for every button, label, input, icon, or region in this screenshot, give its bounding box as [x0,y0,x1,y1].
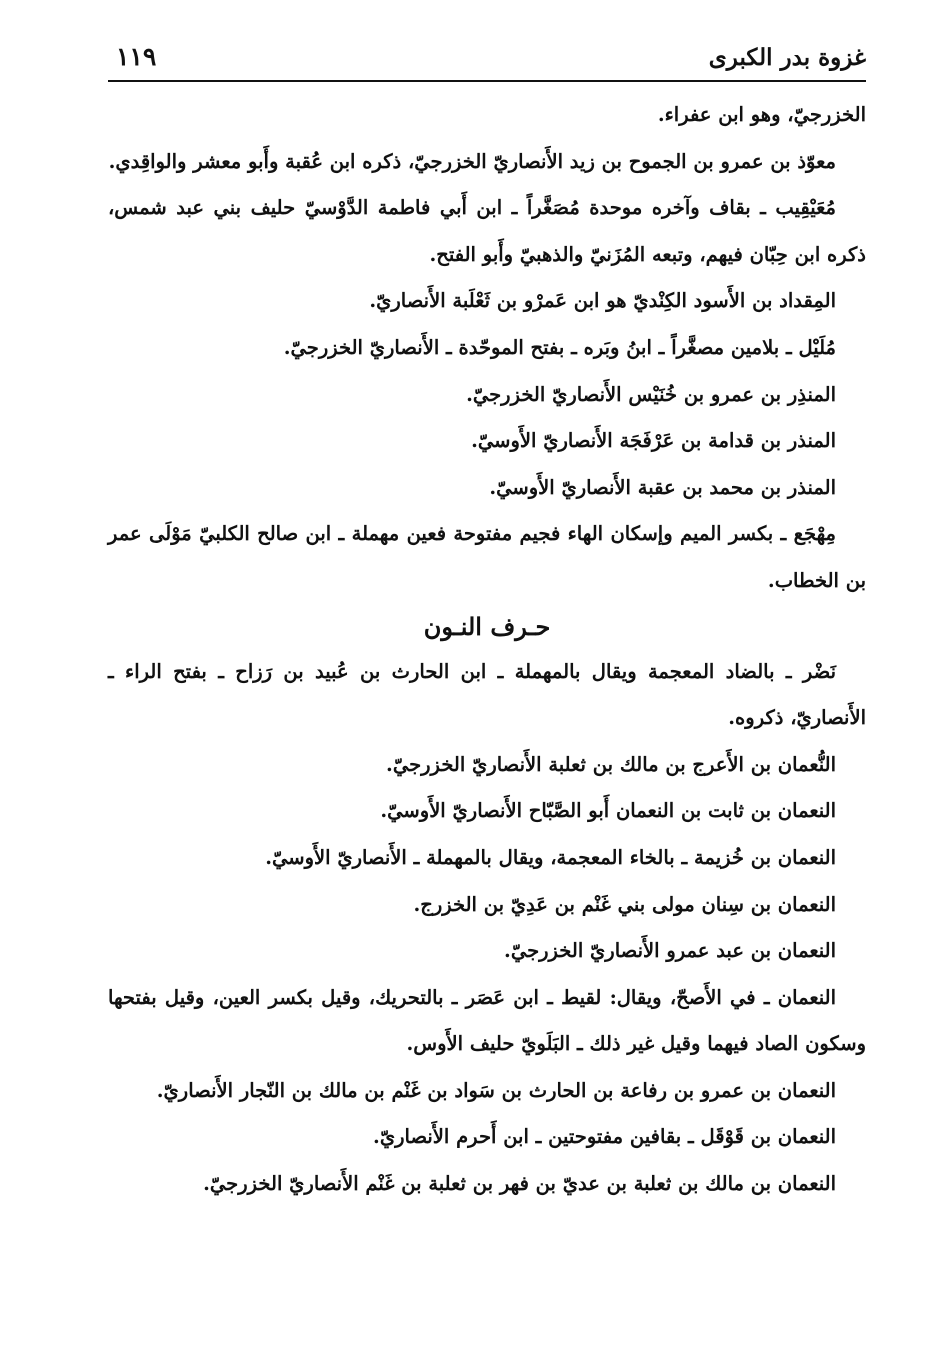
page-number: ١١٩ [116,42,157,71]
entry-mundhir-amr: المنذِر بن عمرو بن خُنَيْس الأَنصاريّ الخزرجيّ. [466,382,836,406]
entry-mundhir-muhammad: المنذر بن محمد بن عقبة الأَنصاريّ الأَوسيّ. [489,475,836,499]
page-header [108,32,866,78]
page-body [108,92,866,1208]
header-rule [108,80,866,82]
entry-mihja: مِهْجَع ـ بكسر الميم وإسكان الهاء فجيم مفتوحة فعين مهملة ـ ابن صالح الكلبيّ مَوْلَى عمر بن الخطاب. [108,522,866,592]
entry-nadr: نَضْر ـ بالضاد المعجمة ويقال بالمهملة ـ ابن الحارث بن عُبيد بن رَزاح ـ بفتح الراء ـ الأَنصاريّ، ذكروه. [108,659,866,730]
section-heading [108,605,866,649]
entry-muayqib: مُعَيْقِيب ـ بقاف وآخره موحدة مُصَغَّراً ـ ابن أَبي فاطمة الدَّوْسيّ حليف بني عبد شمس، ذكره ابن حِبّان فيهم، وتبعه المُزَنيّ والذهبيّ وأَبو الفتح. [108,196,866,266]
entry-continuation: الخزرجيّ، وهو ابن عفراء. [657,103,866,126]
entry-numan-asar: النعمان ـ في الأَصحّ، ويقال: لقيط ـ ابن عَصَر ـ بالتحريك، وقيل بكسر العين، وقيل بفتحها وسكون الصاد فيهما وقيل غير ذلك ـ البَلَويّ حليف الأَوس. [108,985,866,1056]
entry-numan-abd-amr: النعمان بن عبد عمرو الأَنصاريّ الخزرجيّ. [504,939,836,963]
running-title: غزوة بدر الكبرى [708,44,866,71]
entry-numan-qawqal: النعمان بن قَوْقَل ـ بقافين مفتوحتين ـ ابن أَحرم الأَنصاريّ. [373,1125,836,1149]
entry-mulayl: مُلَيْل ـ بلامين مصغَّراً ـ ابنُ وبَره ـ بفتح الموحّدة ـ الأَنصاريّ الخزرجيّ. [283,335,836,359]
section-heading-text: حـرف النـون [423,611,551,641]
entry-numan-malik: النعمان بن مالك بن ثعلبة بن عديّ بن فهر بن ثعلبة بن غَنْم الأَنصاريّ الخزرجيّ. [203,1172,836,1196]
entry-numan-araj: النُّعمان بن الأَعرج بن مالك بن ثعلبة الأَنصاريّ الخزرجيّ. [386,752,836,776]
entry-numan-amr-rifaa: النعمان بن عمرو بن رفاعة بن الحارث بن سَواد بن غَنْم بن مالك بن النّجار الأَنصاريّ. [156,1078,836,1102]
entry-numan-khuzayma: النعمان بن خُزيمة ـ بالخاء المعجمة، ويقال بالمهملة ـ الأَنصاريّ الأَوسيّ. [265,845,836,869]
entry-muawwidh: معوّذ بن عمرو بن الجموح بن زيد الأَنصاريّ الخزرجيّ، ذكره ابن عُقبة وأَبو معشر والواقِدي. [108,149,836,173]
entry-numan-sinan: النعمان بن سِنان مولى بني غَنْم بن عَدِيّ بن الخزرج. [413,892,836,916]
entry-numan-thabit: النعمان بن ثابت بن النعمان أَبو الصَّبّاح الأَنصاريّ الأَوسيّ. [380,799,836,823]
entry-mundhir-qudama: المنذر بن قدامة بن عَرْفَجَة الأَنصاريّ الأَوسيّ. [471,429,836,453]
entry-miqdad: المِقداد بن الأَسود الكِنْديّ هو ابن عَمرْو بن ثَعْلَبة الأَنصاريّ. [369,289,836,313]
